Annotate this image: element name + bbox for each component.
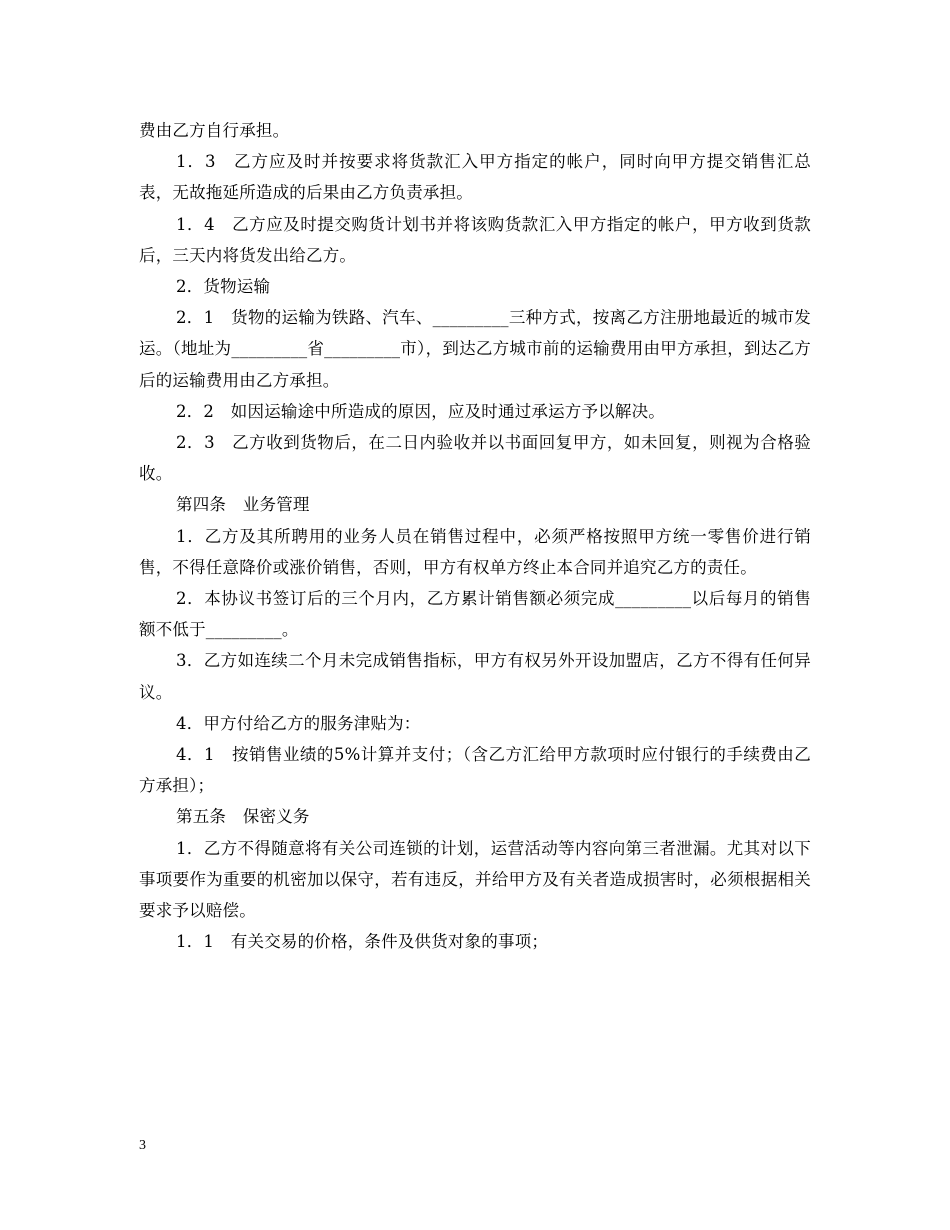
section-heading: 2．货物运输 [176, 277, 271, 297]
paragraph: 4．1 按销售业绩的5%计算并支付；（含乙方汇给甲方款项时应付银行的手续费由乙方承担）； [139, 745, 811, 796]
article-heading: 第四条 业务管理 [176, 495, 310, 515]
page-number: 3 [139, 1138, 146, 1153]
paragraph: 2．1 货物的运输为铁路、汽车、_________三种方式，按离乙方注册地最近的城市发运。（地址为_________省_________市），到达乙方城市前的运输费用由甲方承担，到达乙方后的运输费用由乙方承担。 [139, 308, 811, 390]
paragraph: 1．3 乙方应及时并按要求将货款汇入甲方指定的帐户，同时向甲方提交销售汇总表，无故拖延所造成的后果由乙方负责承担。 [139, 152, 811, 203]
paragraph: 2．本协议书签订后的三个月内，乙方累计销售额必须完成_________以后每月的销售额不低于_________。 [139, 589, 811, 640]
paragraph: 4．甲方付给乙方的服务津贴为： [176, 713, 421, 733]
paragraph: 2．3 乙方收到货物后，在二日内验收并以书面回复甲方，如未回复，则视为合格验收。 [139, 433, 811, 484]
paragraph: 1．4 乙方应及时提交购货计划书并将该购货款汇入甲方指定的帐户，甲方收到货款后，三天内将货发出给乙方。 [139, 214, 811, 265]
document-body [139, 115, 811, 957]
paragraph: 3．乙方如连续二个月未完成销售指标，甲方有权另外开设加盟店，乙方不得有任何异议。 [139, 651, 811, 702]
paragraph: 1．乙方不得随意将有关公司连锁的计划，运营活动等内容向第三者泄漏。尤其对以下事项要作为重要的机密加以保守，若有违反，并给甲方及有关者造成损害时，必须根据相关要求予以赔偿。 [139, 838, 811, 921]
paragraph: 费由乙方自行承担。 [139, 121, 290, 140]
article-heading: 第五条 保密义务 [176, 807, 310, 827]
paragraph: 1．1 有关交易的价格，条件及供货对象的事项； [176, 932, 549, 952]
paragraph: 1．乙方及其所聘用的业务人员在销售过程中，必须严格按照甲方统一零售价进行销售，不得任意降价或涨价销售，否则，甲方有权单方终止本合同并追究乙方的责任。 [139, 526, 811, 577]
paragraph: 2．2 如因运输途中所造成的原因，应及时通过承运方予以解决。 [176, 401, 665, 421]
